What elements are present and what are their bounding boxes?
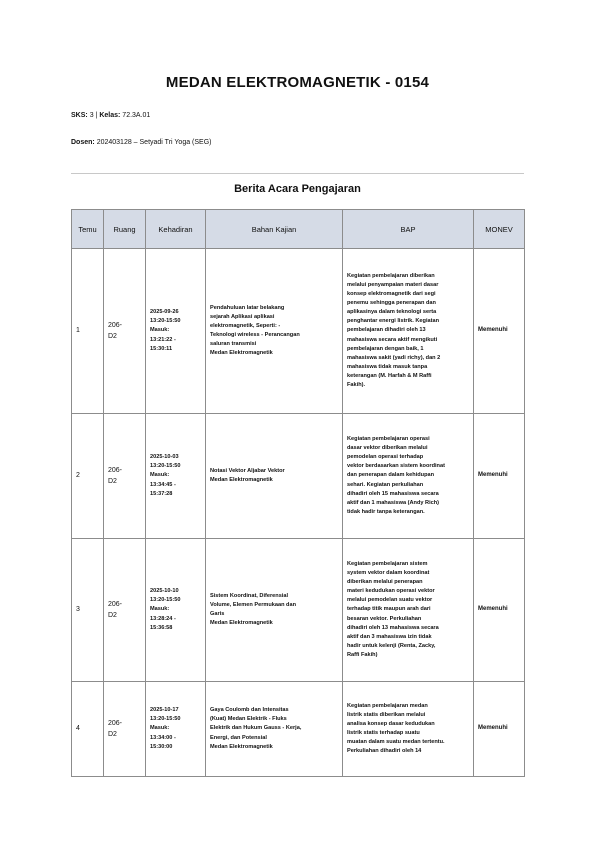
course-meta-line: [71, 112, 150, 119]
cell-ruang: 206- D2: [104, 682, 146, 777]
cell-kehadiran: 2025-10-03 13:20-15:50 Masuk: 13:34:45 - 15:37:28: [146, 414, 206, 539]
page-title: MEDAN ELEKTROMAGNETIK - 0154: [165, 74, 430, 91]
cell-monev: Memenuhi: [474, 539, 525, 682]
cell-kehadiran: 2025-10-10 13:20-15:50 Masuk: 13:28:24 - 15:36:58: [146, 539, 206, 682]
dosen-value: 202403128 – Setyadi Tri Yoga (SEG): [96, 139, 212, 146]
cell-bap: Kegiatan pembelajaran operasi dasar vektor diberikan melalui pemodelan operasi terhadap vektor berdasarkan sistem koordinat dan penerapan dalam kehidupan sehari. Kegiatan perkuliahan dihadiri oleh 15 mahasiswa secara aktif dan 1 mahasiswa (Andy Rich) tidak hadir tanpa keterangan.: [343, 414, 474, 539]
lecturer-line: [71, 139, 212, 146]
sks-value: 3: [89, 112, 94, 119]
cell-ruang: 206- D2: [104, 414, 146, 539]
cell-temu: 3: [72, 539, 104, 682]
cell-bahan-kajian: Gaya Coulomb dan Intensitas (Kuat) Medan Elektrik - Fluks Elektrik dan Hukum Gauss - Kerja, Energi, dan Potensial Medan Elektromagnetik: [206, 682, 343, 777]
section-title: Berita Acara Pengajaran: [234, 183, 361, 195]
table-row: [72, 249, 525, 414]
header-kehadiran: Kehadiran: [146, 210, 206, 249]
meta-separator: |: [95, 112, 98, 119]
header-temu: Temu: [72, 210, 104, 249]
cell-temu: 1: [72, 249, 104, 414]
table-row: [72, 539, 525, 682]
kelas-value: 72.3A.01: [122, 112, 151, 119]
table-row: [72, 682, 525, 777]
divider: [71, 173, 524, 174]
cell-bahan-kajian: Pendahuluan latar belakang sejarah Aplikasi aplikasi elektromagnetik, Seperti: - Teknologi wireless - Perancangan saluran transmisi Medan Elektromagnetik: [206, 249, 343, 414]
cell-kehadiran: 2025-10-17 13:20-15:50 Masuk: 13:34:00 - 15:30:00: [146, 682, 206, 777]
table-header-row: [72, 210, 525, 249]
cell-bap: Kegiatan pembelajaran diberikan melalui penyampaian materi dasar konsep elektromagnetik dari segi penemu sehingga penerapan dan aplikasinya dalam teknologi serta penghantar energi listrik. Kegiatan pembelajaran dihadiri oleh 13 mahasiswa secara aktif mengikuti pembelajaran dengan baik, 1 mahasiswa sakit (yadi richy), dan 2 mahasiswa tidak masuk tanpa keterangan (M. Harfah & M Raffi Fakih).: [343, 249, 474, 414]
header-bap: BAP: [343, 210, 474, 249]
cell-bap: Kegiatan pembelajaran medan listrik statis diberikan melalui analisa konsep dasar kedudukan listrik statis terhadap suatu muatan dalam suatu medan tertentu. Perkuliahan dihadiri oleh 14: [343, 682, 474, 777]
cell-ruang: 206- D2: [104, 539, 146, 682]
cell-monev: Memenuhi: [474, 682, 525, 777]
cell-bap: Kegiatan pembelajaran sistem system vektor dalam koordinat diberikan melalui penerapan materi kedudukan operasi vektor melalui pemodelan suatu vektor terhadap titik maupun arah dari besaran vektor. Perkuliahan dihadiri oleh 13 mahasiswa secara aktif dan 3 mahasiswa izin tidak hadir untuk kelenji (Renta, Zacky, Raffi Fakih): [343, 539, 474, 682]
dosen-label: Dosen:: [71, 139, 95, 146]
cell-kehadiran: 2025-09-26 13:20-15:50 Masuk: 13:21:22 - 15:30:11: [146, 249, 206, 414]
kelas-label: Kelas:: [99, 112, 121, 119]
bap-table: [71, 209, 525, 777]
table-row: [72, 414, 525, 539]
cell-temu: 2: [72, 414, 104, 539]
cell-bahan-kajian: Notasi Vektor Aljabar Vektor Medan Elektromagnetik: [206, 414, 343, 539]
cell-bahan-kajian: Sistem Koordinat, Diferensial Volume, Elemen Permukaan dan Garis Medan Elektromagnetik: [206, 539, 343, 682]
cell-ruang: 206- D2: [104, 249, 146, 414]
sks-label: SKS:: [71, 112, 88, 119]
header-ruang: Ruang: [104, 210, 146, 249]
cell-monev: Memenuhi: [474, 414, 525, 539]
header-monev: MONEV: [474, 210, 525, 249]
cell-monev: Memenuhi: [474, 249, 525, 414]
cell-temu: 4: [72, 682, 104, 777]
header-bahan-kajian: Bahan Kajian: [206, 210, 343, 249]
